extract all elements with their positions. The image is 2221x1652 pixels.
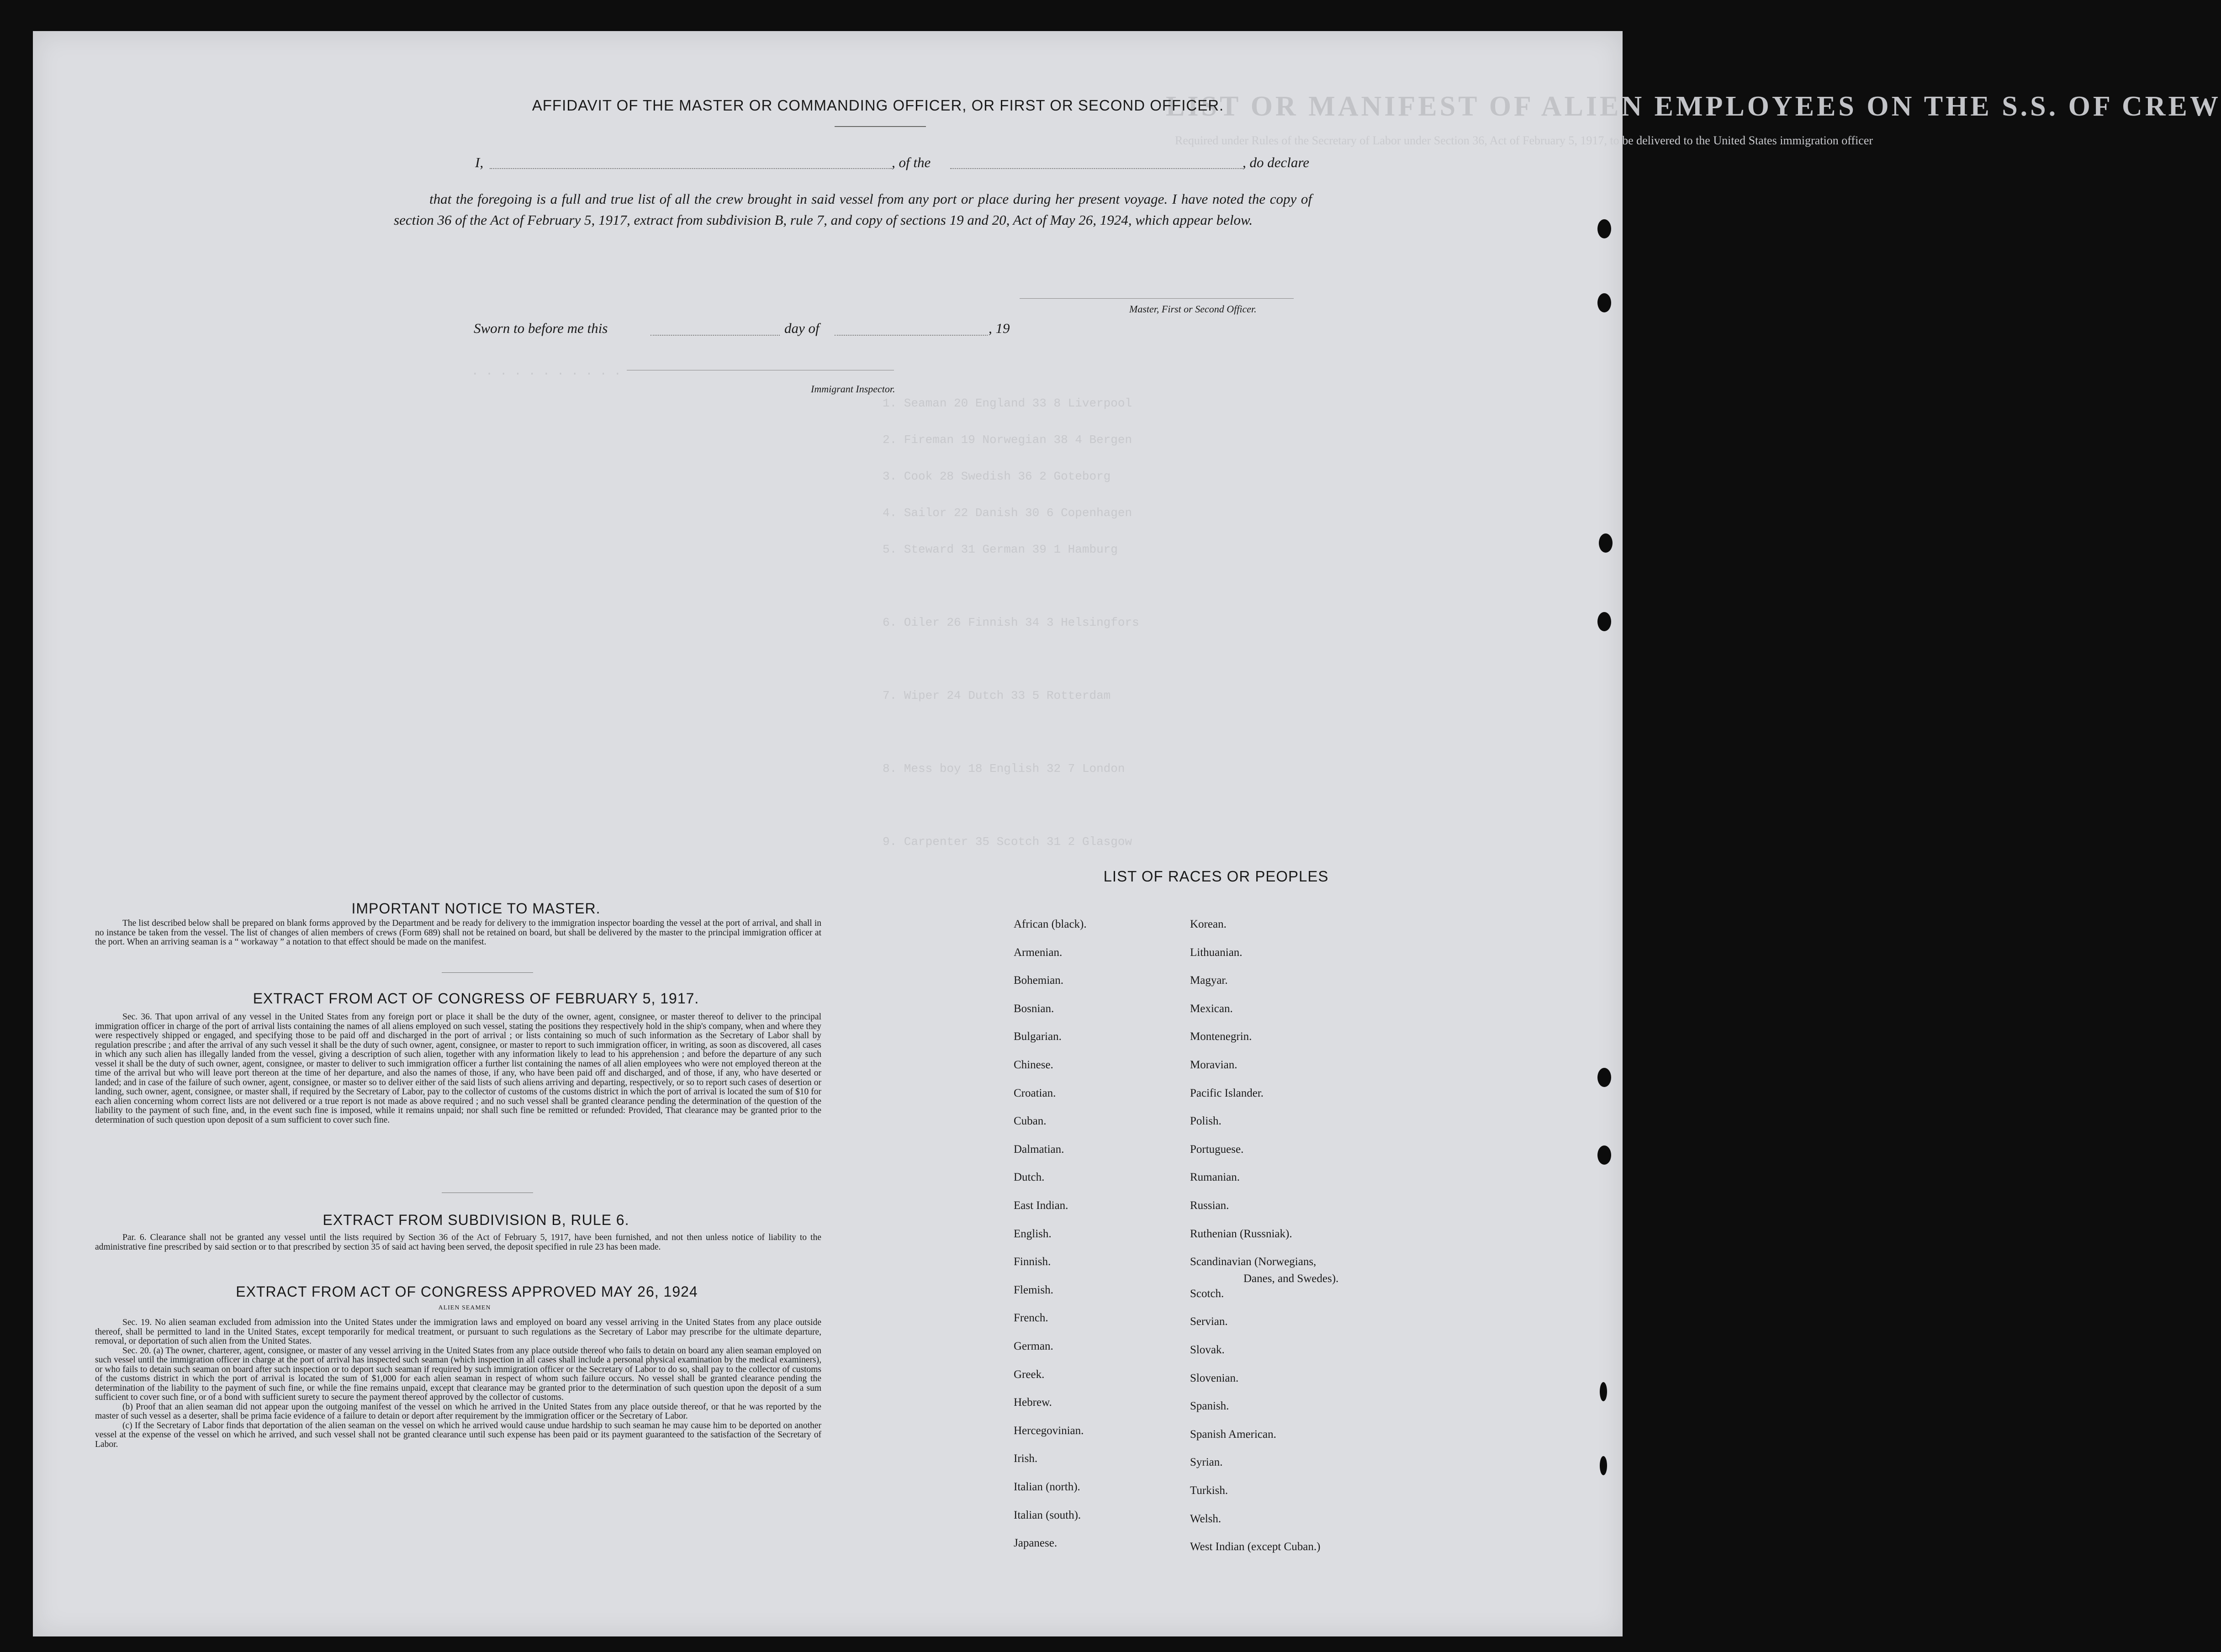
race-item: Slovak.	[1190, 1344, 1225, 1356]
affidavit-paragraph: that the foregoing is a full and true list of all the crew brought in said vessel from any port or place during her present voyage. I have noted the copy of section 36 of the Act of February 5, 1917, extract from subdivision B, rule 7, and copy of sections 19 and 20, Act of May 26, 1924, which appear below.	[394, 191, 1312, 228]
race-item: Rumanian.	[1190, 1171, 1240, 1183]
race-item: Pacific Islander.	[1190, 1087, 1264, 1099]
extract-rule6-text: Par. 6. Clearance shall not be granted any vessel until the lists required by Section 36 of the Act of February 5, 1917, have been furnished, and not then unless notice of liability to the administrative fine prescribed by said section or to that prescribed by section 35 of said act having been served, the deposit specified in rule 23 has been made.	[95, 1233, 821, 1252]
race-item: Bulgarian.	[1014, 1030, 1062, 1043]
bleed-through-row: 9. Carpenter 35 Scotch 31 2 Glasgow	[883, 835, 1132, 849]
punch-hole	[1600, 1456, 1607, 1475]
race-item: Scandinavian (Norwegians,	[1190, 1256, 1317, 1268]
race-item: Italian (north).	[1014, 1481, 1080, 1493]
race-item: Greek.	[1014, 1368, 1045, 1381]
signature-line[interactable]	[1020, 298, 1294, 299]
race-item: Hebrew.	[1014, 1396, 1052, 1409]
title-divider	[835, 126, 926, 127]
sworn-label: Sworn to before me this	[474, 320, 608, 336]
race-item: Mexican.	[1190, 1003, 1233, 1015]
affidavit-title: AFFIDAVIT OF THE MASTER OR COMMANDING OFFICER, OR FIRST OR SECOND OFFICER.	[532, 97, 1224, 114]
race-item: Polish.	[1190, 1115, 1222, 1127]
races-title: LIST OF RACES OR PEOPLES	[1103, 868, 1329, 885]
race-item: English.	[1014, 1228, 1052, 1240]
section-19-text: Sec. 19. No alien seaman excluded from admission into the United States under the immigration laws and employed on board any vessel arriving in the United States from any place outside thereof, shall be permitted to land in the United States, except temporarily for medical treatment, or pursuant to such regulations as the Secretary of Labor may prescribe for the ultimate departure, removal, or deportation of such alien from the United States.	[95, 1318, 821, 1346]
race-item: Italian (south).	[1014, 1509, 1081, 1521]
race-item: Bosnian.	[1014, 1003, 1054, 1015]
punch-hole	[1597, 1145, 1611, 1165]
race-item: Armenian.	[1014, 946, 1063, 959]
bleed-through-row: 5. Steward 31 German 39 1 Hamburg	[883, 543, 1118, 556]
document-page	[33, 31, 2221, 1636]
extract-1924-title: EXTRACT FROM ACT OF CONGRESS APPROVED MAY 26, 1924	[236, 1283, 698, 1300]
extract-rule6-title: EXTRACT FROM SUBDIVISION B, RULE 6.	[323, 1212, 629, 1228]
notice-divider	[442, 972, 533, 973]
race-item: Dalmatian.	[1014, 1143, 1064, 1156]
race-item: Syrian.	[1190, 1456, 1223, 1468]
punch-hole	[1597, 293, 1611, 312]
punch-hole	[1600, 1382, 1607, 1401]
race-item: Welsh.	[1190, 1513, 1222, 1525]
bleed-through-row: 4. Sailor 22 Danish 30 6 Copenhagen	[883, 506, 1132, 520]
race-item: Portuguese.	[1190, 1143, 1244, 1156]
race-item: Spanish American.	[1190, 1428, 1276, 1441]
of-the-label: , of the	[892, 154, 931, 170]
day-of-label: day of	[784, 320, 820, 336]
vessel-name-field[interactable]	[950, 168, 1243, 169]
bleed-through-row: 2. Fireman 19 Norwegian 38 4 Bergen	[883, 433, 1132, 447]
punch-hole	[1597, 1068, 1611, 1087]
extract-1924-body	[95, 1318, 821, 1449]
race-item: Flemish.	[1014, 1284, 1053, 1296]
bleed-through-row: 1. Seaman 20 England 33 8 Liverpool	[883, 396, 1132, 410]
race-item: Croatian.	[1014, 1087, 1056, 1099]
race-item: German.	[1014, 1340, 1053, 1352]
bleed-through-line: Required under Rules of the Secretary of Labor under Section 36, Act of February 5, 1917, to be delivered to the United States immigration officer	[1175, 134, 1873, 147]
race-item: Hercegovinian.	[1014, 1425, 1084, 1437]
race-item: Cuban.	[1014, 1115, 1047, 1127]
extract-1924-subtitle: ALIEN SEAMEN	[438, 1304, 491, 1311]
punch-hole	[1599, 533, 1613, 553]
section-20b-text: (b) Proof that an alien seaman did not appear upon the outgoing manifest of the vessel on which he arrived in the United States from any place outside thereof, or that he was reported by the master of such vessel as a deserter, shall be prima facie evidence of a failure to detain or deport after requirement by the immigration officer or the Secretary of Labor.	[95, 1402, 821, 1421]
inspector-label: Immigrant Inspector.	[811, 383, 895, 395]
race-item: Lithuanian.	[1190, 946, 1243, 959]
bleed-through-row: 6. Oiler 26 Finnish 34 3 Helsingfors	[883, 616, 1139, 629]
section-20a-text: Sec. 20. (a) The owner, charterer, agent, consignee, or master of any vessel arriving in the United States from any place outside thereof who fails to detain on board any alien seaman employed on such vessel until the immigration officer in charge at the port of arrival has inspected such seaman (which inspection in all cases shall include a personal physical examination by the medical examiners), or who fails to detain such seaman on board after such inspection or to deport such seaman if required by such immigration officer or the Secretary of Labor to do so, shall pay to the collector of customs of the customs district in which the port of arrival is located the sum of $1,000 for each alien seaman in respect of whom such failure occurs. No vessel shall be granted clearance pending the determination of the liability to the payment of such fine, or while the fine remains unpaid, except that clearance may be granted prior to the determination of such question upon the deposit of a sum sufficient to cover such fine, or of a bond with sufficient surety to secure the payment thereof approved by the collector of customs.	[95, 1346, 821, 1402]
bleed-through-heading: LIST OR MANIFEST OF ALIEN EMPLOYEES ON THE S.S. OF CREW	[1166, 91, 2221, 122]
race-item: Spanish.	[1190, 1400, 1229, 1412]
declarant-name-field[interactable]	[490, 168, 892, 169]
race-item: Bohemian.	[1014, 974, 1064, 987]
bleed-through-row: . . . . . . . . . . .	[471, 364, 621, 378]
race-item: Japanese.	[1014, 1537, 1058, 1549]
race-item: Ruthenian (Russniak).	[1190, 1228, 1292, 1240]
extract-1917-title: EXTRACT FROM ACT OF CONGRESS OF FEBRUARY 5, 1917.	[253, 990, 699, 1007]
race-item: Scotch.	[1190, 1288, 1224, 1300]
bleed-through-row: 7. Wiper 24 Dutch 33 5 Rotterdam	[883, 689, 1111, 702]
punch-hole	[1597, 219, 1611, 238]
race-item: Russian.	[1190, 1199, 1229, 1212]
sworn-month-field[interactable]	[835, 335, 988, 336]
race-item: Irish.	[1014, 1452, 1038, 1465]
bleed-through-row: 8. Mess boy 18 English 32 7 London	[883, 762, 1125, 776]
signature-label: Master, First or Second Officer.	[1129, 303, 1257, 315]
bleed-through-row: 3. Cook 28 Swedish 36 2 Goteborg	[883, 470, 1111, 483]
year-label: , 19	[989, 320, 1010, 336]
race-item: East Indian.	[1014, 1199, 1068, 1212]
race-item: Servian.	[1190, 1315, 1228, 1328]
declarant-label: I,	[475, 154, 484, 170]
race-item-continuation: Danes, and Swedes).	[1243, 1272, 1339, 1285]
notice-title: IMPORTANT NOTICE TO MASTER.	[351, 900, 601, 917]
race-item: Slovenian.	[1190, 1372, 1239, 1384]
race-item: French.	[1014, 1312, 1048, 1324]
do-declare-label: , do declare	[1243, 154, 1310, 170]
extract-1917-text: Sec. 36. That upon arrival of any vessel in the United States from any foreign port or place it shall be the duty of the owner, agent, consignee, or master thereof to deliver to the principal immigration officer in charge of the port of arrival lists containing the names of all aliens employed on such vessel, stating the positions they respectively hold in the ship's company, when and where they were respectively shipped or engaged, and specifying those to be paid off and discharged in the port of arrival ; or lists containing so much of such information as the Secretary of Labor shall by regulation prescribe ; and after the arrival of any such vessel it shall be the duty of such owner, agent, consignee, or master to report to such immigration officer, in writing, as soon as discovered, all cases in which any such alien has illegally landed from the vessel, giving a description of such alien, together with any information likely to lead to his apprehension ; and before the departure of any such vessel it shall be the duty of such owner, agent, consignee, or master to deliver to such immigration officer a further list containing the names of all alien employees who were not employed thereon at the time of the arrival but who will leave port thereon at the time of her departure, and also the names of those, if any, who have been paid off and discharged, and of those, if any, who have deserted or landed; and in case of the failure of such owner, agent, consignee, or master so to deliver either of the said lists of such aliens arriving and departing, respectively, or so to report such cases of desertion or landing, such owner, agent, consignee, or master shall, if required by the Secretary of Labor, pay to the collector of customs of the customs district in which the port of arrival is located the sum of $10 for each alien concerning whom correct lists are not delivered or a true report is not made as above required ; and no such vessel shall be granted clearance pending the determination of the question of the liability to the payment of such fine, and, in the event such fine is imposed, while it remains unpaid; nor shall such fine be remitted or refunded: Provided, That clearance may be granted prior to the determination of such question upon deposit of a sum sufficient to cover such fine.	[95, 1012, 821, 1125]
race-item: Chinese.	[1014, 1059, 1053, 1071]
race-item: Turkish.	[1190, 1484, 1228, 1497]
race-item: West Indian (except Cuban.)	[1190, 1541, 1321, 1553]
sworn-day-field[interactable]	[650, 335, 780, 336]
section-20c-text: (c) If the Secretary of Labor finds that deportation of the alien seaman on the vessel on which he arrived would cause undue hardship to such seaman he may cause him to be deported on another vessel at the expense of the vessel on which he arrived, and such vessel shall not be granted clearance until such expense has been paid or its payment guaranteed to the satisfaction of the Secretary of Labor.	[95, 1420, 821, 1449]
race-item: Korean.	[1190, 918, 1227, 930]
race-item: Dutch.	[1014, 1171, 1045, 1183]
race-item: African (black).	[1014, 918, 1087, 930]
race-item: Finnish.	[1014, 1256, 1051, 1268]
race-item: Montenegrin.	[1190, 1030, 1252, 1043]
race-item: Magyar.	[1190, 974, 1228, 987]
punch-hole	[1597, 612, 1611, 631]
race-item: Moravian.	[1190, 1059, 1237, 1071]
notice-text: The list described below shall be prepared on blank forms approved by the Department and be ready for delivery to the immigration inspector boarding the vessel at the port of arrival, and shall in no instance be taken from the vessel. The list of changes of alien members of crews (Form 689) shall not be retained on board, but shall be delivered by the master to the principal immigration officer at the port. When an arriving seaman is a “ workaway ” a notation to that effect should be made on the manifest.	[95, 918, 821, 947]
